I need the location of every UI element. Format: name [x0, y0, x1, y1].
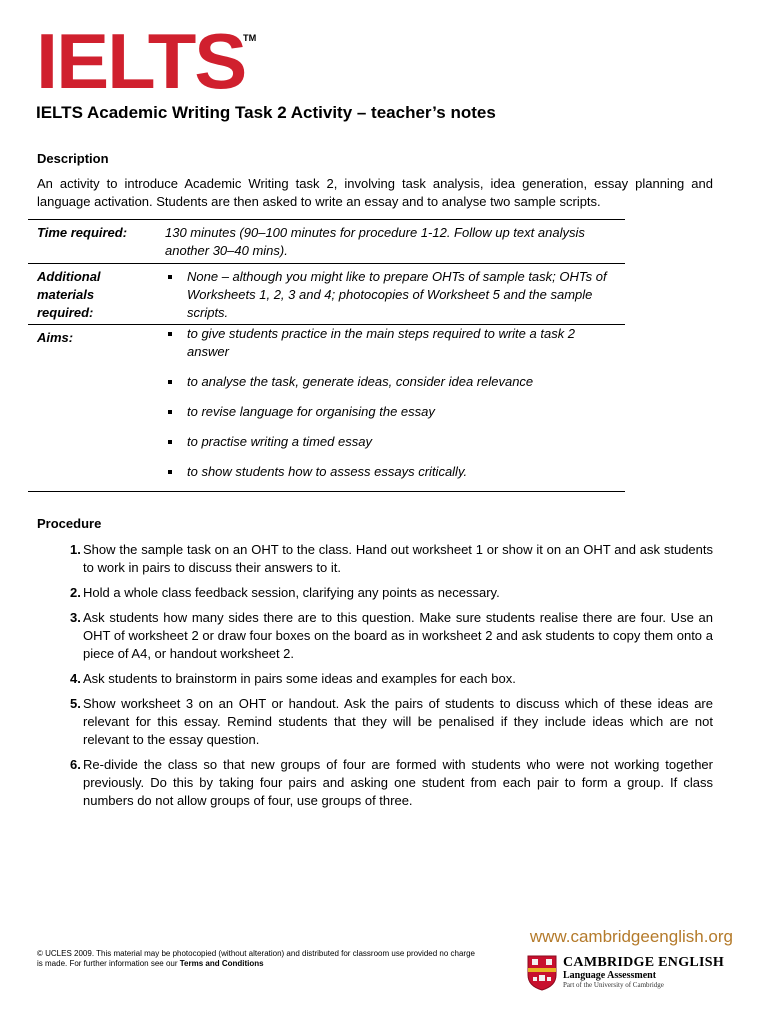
- procedure-step: [37, 584, 713, 602]
- list-item: None – although you might like to prepare OHTs of sample task; OHTs of Worksheets 1, 2, 3 and 4; photocopies of Worksheet 5 and the sample scripts.: [165, 268, 615, 322]
- step-text: Ask students to brainstorm in pairs some ideas and examples for each box.: [83, 671, 516, 686]
- list-item: to practise writing a timed essay: [165, 433, 615, 451]
- aims-row: [28, 324, 625, 492]
- description-text: An activity to introduce Academic Writing task 2, involving task analysis, idea generation, essay planning and language activation. Students are then asked to write an essay and to analyse two sample scripts.: [37, 176, 713, 209]
- step-number: 2.: [70, 585, 81, 600]
- cambridge-crest-icon: [527, 955, 557, 991]
- materials-value: [165, 264, 625, 322]
- terms-link[interactable]: Terms and Conditions: [179, 959, 264, 968]
- step-number: 4.: [70, 671, 81, 686]
- description-heading: Description: [37, 151, 109, 166]
- step-text: Re-divide the class so that new groups of four are formed with students who were not working together previously. Do this by taking four pairs and asking one student from each pair to form a group. If class numbers do not allow groups of four, use groups of three.: [83, 757, 713, 808]
- procedure-step: [37, 541, 713, 577]
- step-text: Hold a whole class feedback session, clarifying any points as necessary.: [83, 585, 500, 600]
- list-item: to give students practice in the main steps required to write a task 2 answer: [165, 325, 615, 361]
- list-item: to revise language for organising the essay: [165, 403, 615, 421]
- procedure-step: [37, 670, 713, 688]
- procedure-step: [37, 609, 713, 663]
- website-url[interactable]: www.cambridgeenglish.org: [529, 927, 733, 946]
- details-table: [28, 219, 625, 492]
- list-item: to analyse the task, generate ideas, consider idea relevance: [165, 373, 615, 391]
- step-number: 1.: [70, 542, 81, 557]
- aims-label: Aims:: [37, 330, 74, 345]
- time-value: 130 minutes (90–100 minutes for procedure 1-12. Follow up text analysis another 30–40 mins).: [165, 225, 585, 258]
- page-title: IELTS Academic Writing Task 2 Activity – teacher’s notes: [36, 103, 496, 122]
- org-affiliation: Part of the University of Cambridge: [563, 981, 664, 989]
- step-text: Ask students how many sides there are to this question. Make sure students realise there are four. Use an OHT of worksheet 2 or draw four boxes on the board as in worksheet 2 and ask students to copy them onto a piece of A4, or handout worksheet 2.: [83, 610, 713, 661]
- procedure-list: [37, 541, 713, 817]
- materials-label: Additional materials required:: [37, 269, 101, 320]
- list-item: to show students how to assess essays critically.: [165, 463, 615, 481]
- time-label: Time required:: [37, 225, 128, 240]
- procedure-step: [37, 695, 713, 749]
- ielts-logo: IELTS TM: [36, 17, 257, 105]
- materials-row: [28, 263, 625, 324]
- copyright-notice: © UCLES 2009. This material may be photocopied (without alteration) and distributed for classroom use provided no charge is made. For further information see our Terms and Conditions: [37, 949, 475, 968]
- step-text: Show worksheet 3 on an OHT or handout. Ask the pairs of students to discuss which of these ideas are relevant for this essay. Remind students that they will be penalised if they include ideas which are not relevant to the essay question.: [83, 696, 713, 747]
- aims-value: [165, 325, 625, 481]
- org-name: CAMBRIDGE ENGLISH: [563, 955, 725, 970]
- org-subtitle: Language Assessment: [563, 970, 657, 981]
- step-text: Show the sample task on an OHT to the class. Hand out worksheet 1 or show it on an OHT and ask students to work in pairs to discuss their answers to it.: [83, 542, 713, 575]
- step-number: 3.: [70, 610, 81, 625]
- step-number: 6.: [70, 757, 81, 772]
- time-row: [28, 219, 625, 263]
- cambridge-logo: [527, 955, 724, 991]
- step-number: 5.: [70, 696, 81, 711]
- procedure-step: [37, 756, 713, 810]
- procedure-heading: Procedure: [37, 516, 102, 531]
